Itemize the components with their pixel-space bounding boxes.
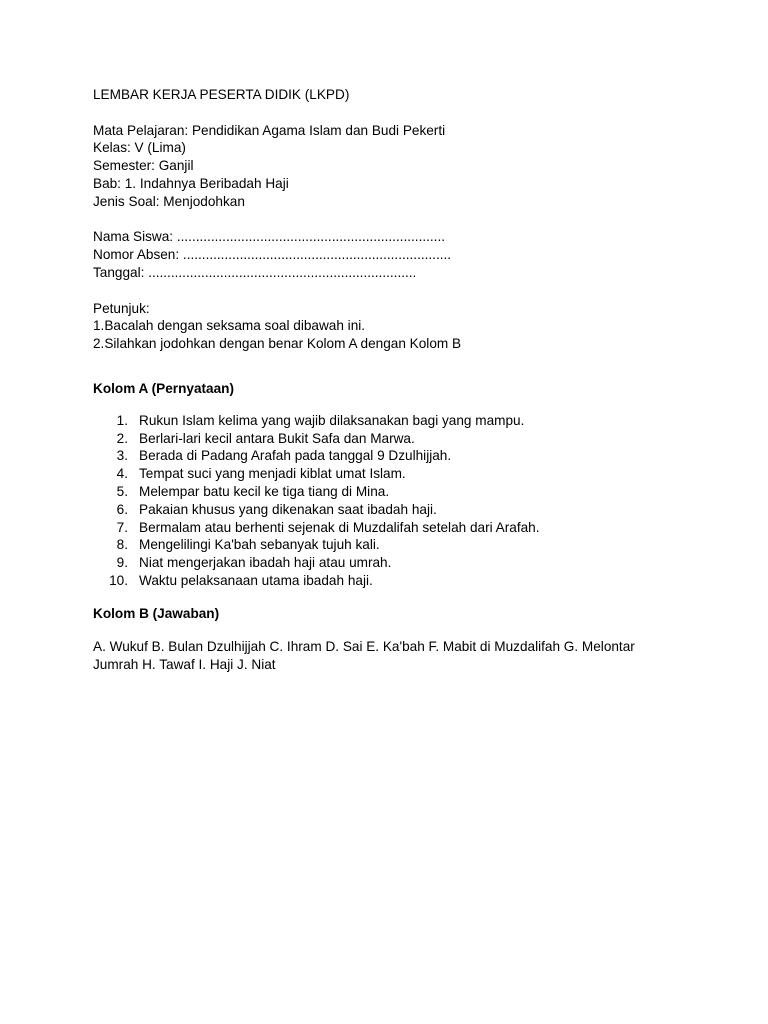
- list-item: [93, 519, 693, 537]
- kolom-a-title: Kolom A (Pernyataan): [93, 380, 234, 396]
- item-text: Rukun Islam kelima yang wajib dilaksanakan bagi yang mampu.: [139, 412, 525, 428]
- kolom-a-list: [93, 412, 693, 590]
- item-number: 5.: [116, 483, 128, 499]
- list-item: [93, 412, 693, 430]
- list-item: [93, 430, 693, 448]
- item-number: 8.: [116, 537, 128, 553]
- instruction-item: 2.Silahkan jodohkan dengan benar Kolom A dengan Kolom B: [93, 336, 462, 352]
- info-subject: Mata Pelajaran: Pendidikan Agama Islam dan Budi Pekerti: [93, 122, 446, 138]
- list-item: [93, 572, 693, 590]
- list-item: [93, 536, 693, 554]
- item-text: Berlari-lari kecil antara Bukit Safa dan Marwa.: [139, 430, 415, 446]
- item-number: 4.: [116, 466, 128, 482]
- spacer: [93, 211, 693, 229]
- item-text: Niat mengerjakan ibadah haji atau umrah.: [139, 555, 392, 571]
- item-number: 3.: [116, 448, 128, 464]
- document-title: LEMBAR KERJA PESERTA DIDIK (LKPD): [93, 87, 350, 102]
- item-text: Melempar batu kecil ke tiga tiang di Mina.: [139, 483, 390, 499]
- instruction-item: 1.Bacalah dengan seksama soal dibawah ini.: [93, 318, 366, 334]
- info-class: Kelas: V (Lima): [93, 140, 186, 156]
- kolom-b-title: Kolom B (Jawaban): [93, 605, 220, 621]
- item-text: Berada di Padang Arafah pada tanggal 9 Dzulhijjah.: [139, 448, 452, 464]
- kolom-b-answers: A. Wukuf B. Bulan Dzulhijjah C. Ihram D. Sai E. Ka'bah F. Mabit di Muzdalifah G. Melontar Jumrah H. Tawaf I. Haji J. Niat: [93, 638, 635, 673]
- item-text: Bermalam atau berhenti sejenak di Muzdalifah setelah dari Arafah.: [139, 519, 540, 535]
- instructions-heading: Petunjuk:: [93, 300, 150, 316]
- info-chapter: Bab: 1. Indahnya Beribadah Haji: [93, 175, 289, 191]
- item-number: 10.: [109, 572, 128, 588]
- item-number: 2.: [116, 430, 128, 446]
- list-item: [93, 501, 693, 519]
- worksheet-header: [93, 86, 693, 353]
- item-text: Tempat suci yang menjadi kiblat umat Islam.: [139, 466, 406, 482]
- item-text: Waktu pelaksanaan utama ibadah haji.: [139, 572, 373, 588]
- item-number: 9.: [116, 555, 128, 571]
- item-text: Pakaian khusus yang dikenakan saat ibadah haji.: [139, 501, 437, 517]
- worksheet-page: [93, 86, 693, 675]
- spacer: [93, 282, 693, 300]
- item-number: 1.: [116, 412, 128, 428]
- date-field: Tanggal: .......................................................................: [93, 264, 417, 280]
- item-text: Mengelilingi Ka'bah sebanyak tujuh kali.: [139, 537, 380, 553]
- list-item: [93, 554, 693, 572]
- list-item: [93, 465, 693, 483]
- student-number-field: Nomor Absen: .......................................................................: [93, 247, 452, 263]
- list-item: [93, 447, 693, 465]
- info-question-type: Jenis Soal: Menjodohkan: [93, 193, 245, 209]
- item-number: 6.: [116, 501, 128, 517]
- list-item: [93, 483, 693, 501]
- student-name-field: Nama Siswa: .......................................................................: [93, 229, 446, 245]
- info-semester: Semester: Ganjil: [93, 158, 194, 174]
- spacer: [93, 104, 693, 122]
- item-number: 7.: [116, 519, 128, 535]
